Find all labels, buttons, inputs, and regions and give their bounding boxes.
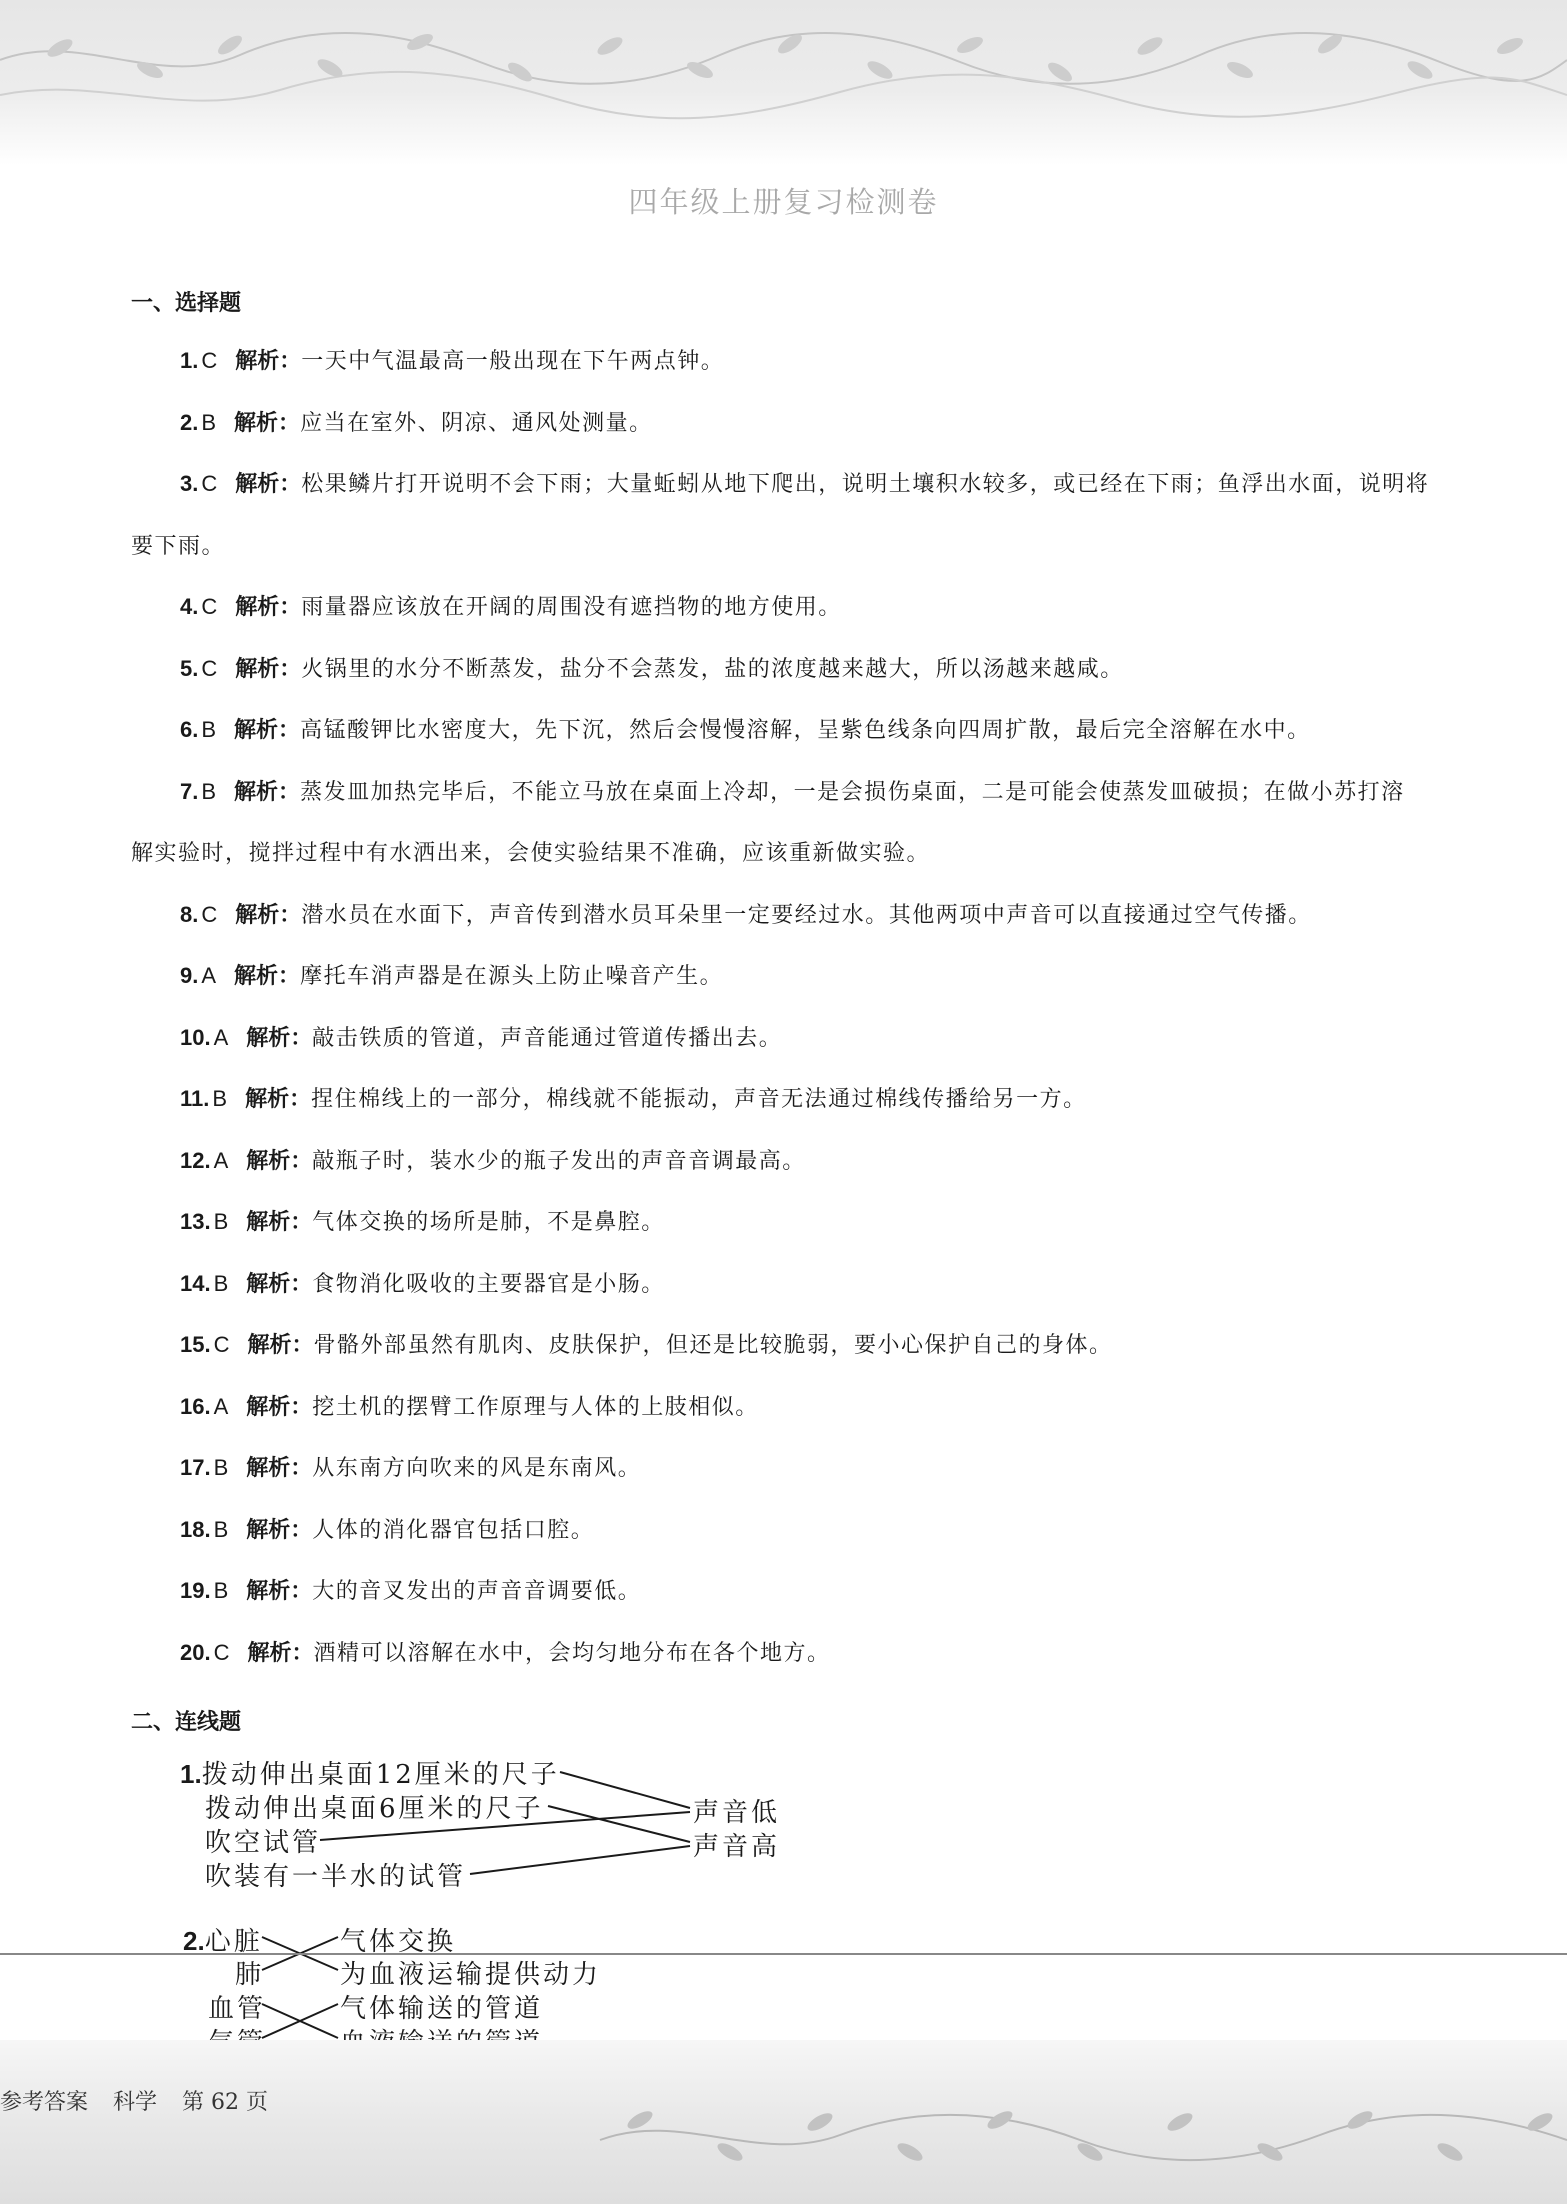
explanation-text: 大的音叉发出的声音音调要低。 (312, 1579, 642, 1604)
match-line (262, 2004, 338, 2038)
answer-letter: C (201, 656, 218, 681)
explanation-label: 解析： (246, 1456, 313, 1481)
explanation-label: 解析： (235, 903, 302, 928)
question-number: 11. (180, 1086, 210, 1111)
question-item (180, 1636, 831, 1667)
question-number: 8. (180, 902, 199, 927)
match-line (560, 1772, 690, 1808)
page-footer (0, 2085, 286, 2116)
explanation-label: 解析： (246, 1149, 313, 1174)
question-item (180, 406, 653, 437)
explanation-continuation: 要下雨。 (131, 534, 226, 559)
matching-1-left-item: 1.拨动伸出桌面12厘米的尺子 (180, 1759, 560, 1790)
explanation-label: 解析： (246, 1579, 313, 1604)
explanation-text: 敲瓶子时，装水少的瓶子发出的声音音调最高。 (312, 1149, 806, 1174)
question-item (180, 590, 842, 621)
question-number: 13. (180, 1209, 211, 1234)
matching-1-left-item: 吹空试管 (205, 1828, 322, 1858)
question-number: 6. (180, 717, 199, 742)
section-heading-matching: 二、连线题 (131, 1710, 242, 1735)
question-number: 3. (180, 471, 199, 496)
question-number: 14. (180, 1271, 211, 1296)
matching-2-right-item: 气体输送的管道 (340, 1994, 544, 2024)
question-number: 16. (180, 1394, 211, 1419)
explanation-label: 解析： (247, 1641, 314, 1666)
question-item (180, 959, 723, 990)
explanation-label: 解析： (234, 964, 301, 989)
footer-label: 参考答案 (0, 2090, 89, 2115)
explanation-text: 应当在室外、阴凉、通风处测量。 (300, 411, 653, 436)
question-item (180, 1390, 759, 1421)
answer-letter: B (201, 717, 217, 742)
vine-pattern-top (0, 0, 1567, 165)
explanation-label: 解析： (246, 1026, 313, 1051)
explanation-text: 敲击铁质的管道，声音能通过管道传播出去。 (312, 1026, 783, 1051)
matching-2-left-item: 2.心脏 (183, 1926, 263, 1957)
explanation-label: 解析： (235, 657, 302, 682)
question-number: 2. (180, 410, 199, 435)
question-number: 7. (180, 779, 199, 804)
matching-2-right-item: 为血液运输提供动力 (340, 1960, 602, 1990)
explanation-continuation: 解实验时，搅拌过程中有水洒出来，会使实验结果不准确，应该重新做实验。 (131, 841, 931, 866)
matching-2-number: 2. (183, 1926, 205, 1956)
answer-letter: A (213, 1148, 229, 1173)
explanation-text: 蒸发皿加热完毕后，不能立马放在桌面上冷却，一是会损伤桌面，二是可能会使蒸发皿破损；在做小苏打溶 (300, 780, 1405, 805)
answer-letter: B (213, 1578, 229, 1603)
explanation-label: 解析： (235, 472, 302, 497)
answer-letter: B (213, 1271, 229, 1296)
footer-decoration (0, 2040, 1567, 2204)
question-number: 5. (180, 656, 199, 681)
answer-letter: A (213, 1025, 229, 1050)
question-number: 15. (180, 1332, 211, 1357)
explanation-text: 骨骼外部虽然有肌肉、皮肤保护，但还是比较脆弱，要小心保护自己的身体。 (313, 1333, 1113, 1358)
answer-letter: A (201, 963, 217, 988)
explanation-text: 潜水员在水面下，声音传到潜水员耳朵里一定要经过水。其他两项中声音可以直接通过空气传播。 (301, 903, 1312, 928)
question-item (180, 775, 1405, 806)
explanation-label: 解析： (247, 1333, 314, 1358)
explanation-label: 解析： (246, 1272, 313, 1297)
matching-1-left-item: 拨动伸出桌面6厘米的尺子 (205, 1794, 544, 1824)
answer-letter: A (213, 1394, 229, 1419)
explanation-label: 解析： (246, 1395, 313, 1420)
explanation-text: 雨量器应该放在开阔的周围没有遮挡物的地方使用。 (301, 595, 842, 620)
section-heading-choice: 一、选择题 (131, 291, 242, 316)
explanation-text: 气体交换的场所是肺，不是鼻腔。 (312, 1210, 665, 1235)
matching-2-right-item: 气体交换 (340, 1927, 457, 1957)
question-item (180, 1144, 806, 1175)
answer-letter: C (201, 471, 218, 496)
question-item (180, 713, 1311, 744)
question-number: 4. (180, 594, 199, 619)
explanation-text: 食物消化吸收的主要器官是小肠。 (312, 1272, 665, 1297)
question-number: 20. (180, 1640, 211, 1665)
matching-2-left-item: 肺 (235, 1960, 265, 1990)
explanation-label: 解析： (234, 411, 301, 436)
explanation-text: 酒精可以溶解在水中，会均匀地分布在各个地方。 (313, 1641, 831, 1666)
answer-letter: C (213, 1640, 230, 1665)
vine-pattern-bottom (0, 2040, 1567, 2204)
footer-page-number: 第 62 页 (182, 2090, 269, 2115)
divider (0, 1953, 1567, 1955)
header-decoration (0, 0, 1567, 165)
answer-letter: C (213, 1332, 230, 1357)
explanation-label: 解析： (246, 1210, 313, 1235)
question-item (180, 898, 1312, 929)
question-item (180, 344, 724, 375)
question-number: 17. (180, 1455, 211, 1480)
explanation-label: 解析： (245, 1087, 312, 1112)
question-number: 18. (180, 1517, 211, 1542)
question-item (180, 467, 1429, 498)
explanation-text: 人体的消化器官包括口腔。 (312, 1518, 595, 1543)
matching-1-left-item: 吹装有一半水的试管 (205, 1862, 467, 1892)
explanation-label: 解析： (246, 1518, 313, 1543)
explanation-text: 挖土机的摆臂工作原理与人体的上肢相似。 (312, 1395, 759, 1420)
match-line (470, 1846, 690, 1874)
explanation-label: 解析： (234, 718, 301, 743)
footer-subject: 科学 (113, 2090, 158, 2115)
answer-letter: B (213, 1455, 229, 1480)
match-line (262, 2004, 338, 2038)
explanation-text: 摩托车消声器是在源头上防止噪音产生。 (300, 964, 724, 989)
match-line (548, 1806, 690, 1842)
question-item (180, 1021, 782, 1052)
answer-letter: C (201, 902, 218, 927)
matching-2-left-item: 血管 (208, 1994, 267, 2024)
explanation-text: 一天中气温最高一般出现在下午两点钟。 (301, 349, 725, 374)
answer-letter: C (201, 348, 218, 373)
explanation-text: 火锅里的水分不断蒸发，盐分不会蒸发，盐的浓度越来越大，所以汤越来越咸。 (301, 657, 1124, 682)
answer-letter: C (201, 594, 218, 619)
question-item (180, 652, 1124, 683)
question-number: 12. (180, 1148, 211, 1173)
explanation-text: 从东南方向吹来的风是东南风。 (312, 1456, 642, 1481)
question-item (180, 1513, 594, 1544)
question-number: 19. (180, 1578, 211, 1603)
answer-letter: B (213, 1517, 229, 1542)
question-number: 1. (180, 348, 199, 373)
question-item (180, 1267, 665, 1298)
answer-letter: B (213, 1209, 229, 1234)
matching-1-right-item: 声音低 (693, 1798, 781, 1828)
page-title: 四年级上册复习检测卷 (628, 185, 939, 219)
explanation-text: 松果鳞片打开说明不会下雨；大量蚯蚓从地下爬出，说明土壤积水较多，或已经在下雨；鱼浮出水面，说明将 (301, 472, 1430, 497)
question-item (180, 1328, 1113, 1359)
question-number: 9. (180, 963, 199, 988)
question-item (180, 1574, 641, 1605)
explanation-text: 捏住棉线上的一部分，棉线就不能振动，声音无法通过棉线传播给另一方。 (311, 1087, 1087, 1112)
explanation-text: 高锰酸钾比水密度大，先下沉，然后会慢慢溶解，呈紫色线条向四周扩散，最后完全溶解在水中。 (300, 718, 1311, 743)
answer-letter: B (212, 1086, 228, 1111)
explanation-label: 解析： (235, 595, 302, 620)
question-item (180, 1451, 641, 1482)
answer-letter: B (201, 410, 217, 435)
matching-1-number: 1. (180, 1759, 202, 1789)
explanation-label: 解析： (234, 780, 301, 805)
explanation-label: 解析： (235, 349, 302, 374)
matching-1-right-item: 声音高 (693, 1832, 781, 1862)
question-item (180, 1205, 665, 1236)
question-number: 10. (180, 1025, 211, 1050)
question-item (180, 1082, 1087, 1113)
answer-letter: B (201, 779, 217, 804)
